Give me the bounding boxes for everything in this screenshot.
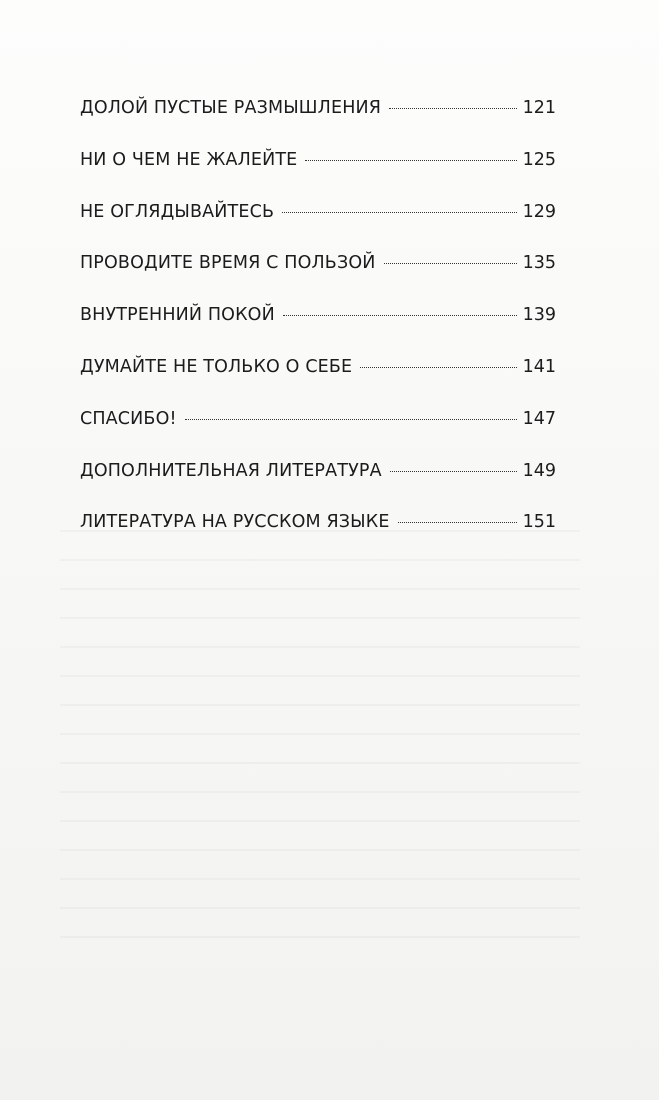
- toc-entry-page: 125: [522, 149, 556, 170]
- toc-entry-page: 129: [522, 201, 556, 222]
- toc-entry: [80, 202, 556, 254]
- toc-entry: [80, 512, 556, 564]
- dot-leader: [390, 471, 517, 472]
- toc-entry-title: ЛИТЕРАТУРА НА РУССКОМ ЯЗЫКЕ: [80, 512, 390, 533]
- toc-entry-page: 147: [522, 408, 556, 429]
- dot-leader: [360, 367, 516, 368]
- toc-entry-page: 139: [522, 305, 556, 326]
- dot-leader: [398, 522, 517, 523]
- toc-entry: [80, 150, 556, 202]
- toc-entry: [80, 357, 556, 409]
- toc-entry-title: ПРОВОДИТЕ ВРЕМЯ С ПОЛЬЗОЙ: [80, 253, 376, 274]
- dot-leader: [283, 315, 517, 316]
- dot-leader: [185, 419, 517, 420]
- toc-entry-page: 141: [522, 356, 556, 377]
- toc-entry: [80, 98, 556, 150]
- toc-entry-page: 135: [522, 253, 556, 274]
- toc-entry-title: ДОЛОЙ ПУСТЫЕ РАЗМЫШЛЕНИЯ: [80, 98, 382, 118]
- dot-leader: [305, 160, 516, 161]
- toc-entry: [80, 305, 556, 357]
- toc-entry-page: 151: [522, 512, 556, 533]
- toc-entry: [80, 409, 556, 461]
- show-through-text: [60, 530, 580, 960]
- dot-leader: [282, 212, 516, 213]
- toc-entry: [80, 253, 556, 305]
- toc-entry-title: ДОПОЛНИТЕЛЬНАЯ ЛИТЕРАТУРА: [80, 460, 382, 481]
- toc-entry-page: 121: [522, 98, 556, 118]
- table-of-contents: [80, 98, 556, 564]
- toc-entry: [80, 461, 556, 513]
- toc-entry-title: ДУМАЙТЕ НЕ ТОЛЬКО О СЕБЕ: [80, 356, 353, 377]
- dot-leader: [384, 263, 517, 264]
- toc-entry-title: ВНУТРЕННИЙ ПОКОЙ: [80, 305, 275, 326]
- toc-entry-title: НЕ ОГЛЯДЫВАЙТЕСЬ: [80, 201, 275, 222]
- toc-entry-title: СПАСИБО!: [80, 408, 177, 429]
- toc-entry-title: НИ О ЧЕМ НЕ ЖАЛЕЙТЕ: [80, 149, 298, 170]
- dot-leader: [389, 108, 517, 109]
- toc-entry-page: 149: [522, 460, 556, 481]
